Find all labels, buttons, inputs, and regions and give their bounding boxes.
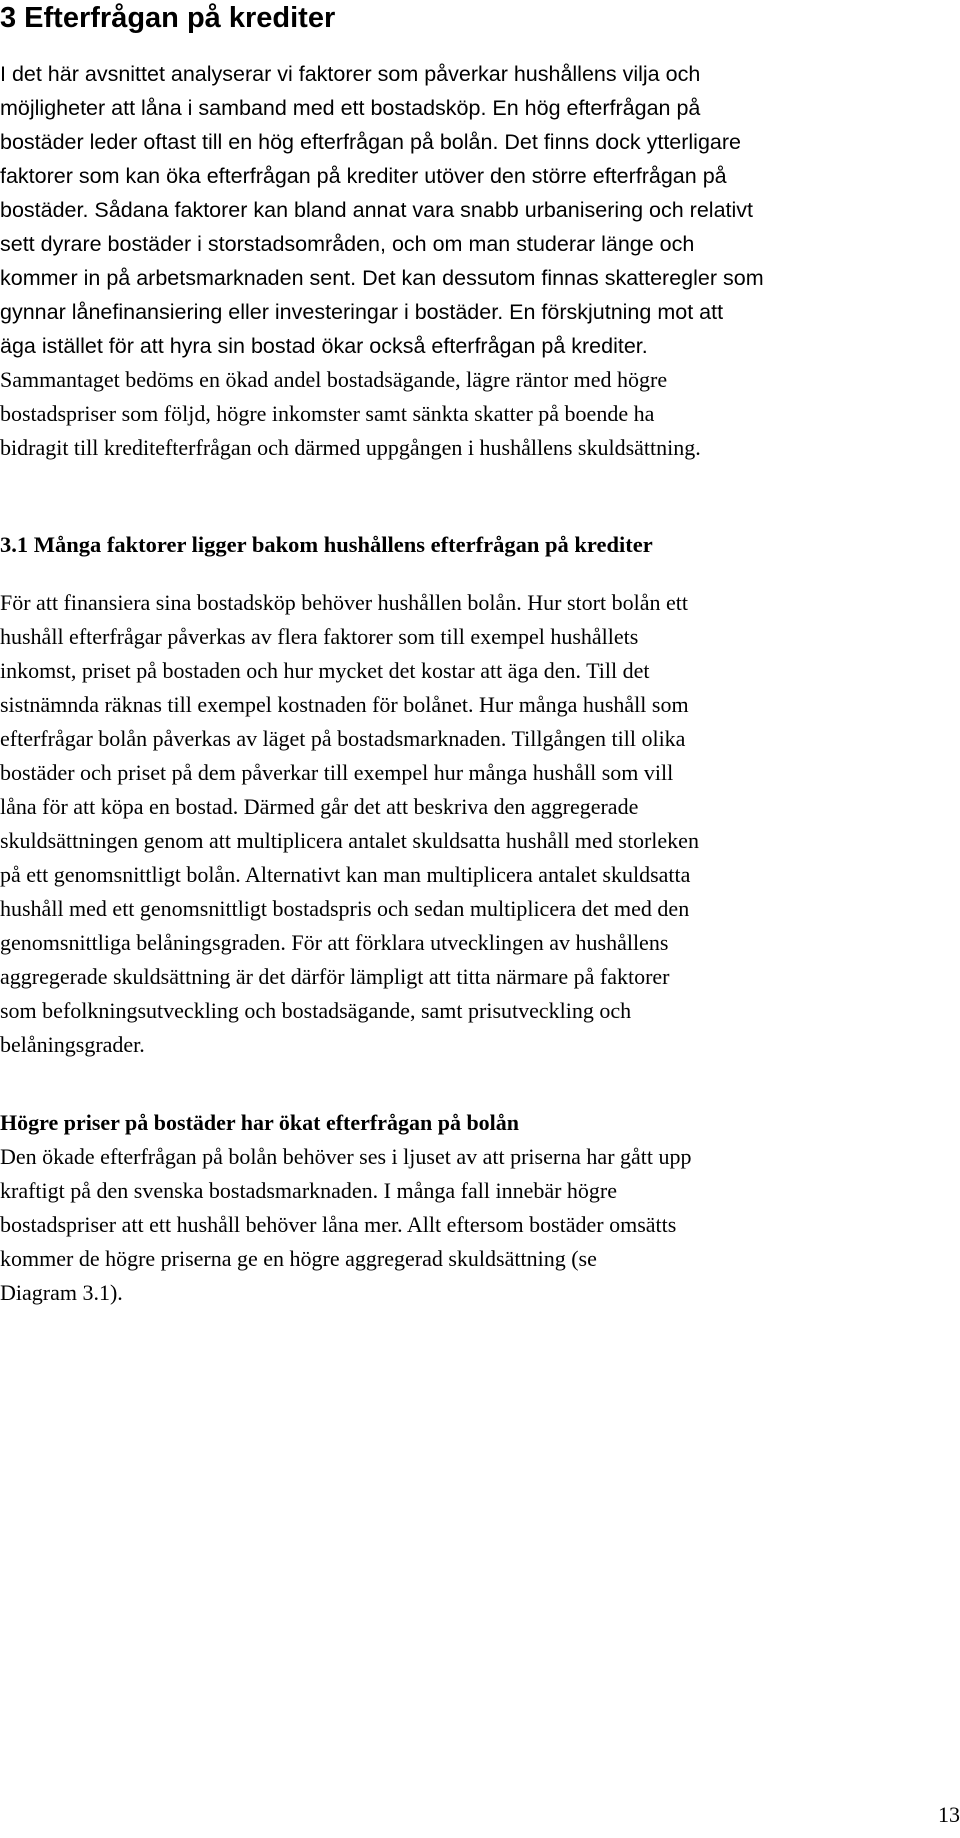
intro-summary-paragraph: Sammantaget bedöms en ökad andel bostadsägande, lägre räntor med högre bostadspriser som följd, högre inkomster samt sänkta skatter på boende ha bidragit till kreditefterfrågan och därmed uppgången i hushållens skuldsättning.: [0, 367, 701, 460]
intro-paragraph: I det här avsnittet analyserar vi faktorer som påverkar hushållens vilja och möjligheter att låna i samband med ett bostadsköp. En hög efterfrågan på bostäder leder oftast till en hög efterfrågan på bolån. Det finns dock ytterligare faktorer som kan öka efterfrågan på krediter utöver den större efterfrågan på bostäder. Sådana faktorer kan bland annat vara snabb urbanisering och relativt sett dyrare bostäder i storstadsområden, och om man studerar länge och kommer in på arbetsmarknaden sent. Det kan dessutom finnas skatteregler som gynnar lånefinansiering eller investeringar i bostäder. En förskjutning mot att äga istället för att hyra sin bostad ökar också efterfrågan på krediter.: [0, 62, 764, 358]
subsection-heading: Högre priser på bostäder har ökat efterfrågan på bolån: [0, 1110, 520, 1135]
section-title: 3.1 Många faktorer ligger bakom hushållens efterfrågan på krediter: [0, 532, 653, 557]
chapter-title: 3 Efterfrågan på krediter: [0, 2, 336, 34]
subsection-paragraph: Den ökade efterfrågan på bolån behöver ses i ljuset av att priserna har gått upp kraftigt på den svenska bostadsmarknaden. I många fall innebär högre bostadspriser att ett hushåll behöver låna mer. Allt eftersom bostäder omsätts kommer de högre priserna ge en högre aggregerad skuldsättning (se Diagram 3.1).: [0, 1144, 692, 1305]
page-number: 13: [938, 1802, 960, 1827]
section-paragraph: För att finansiera sina bostadsköp behöver hushållen bolån. Hur stort bolån ett hushåll efterfrågar påverkas av flera faktorer som till exempel hushållets inkomst, priset på bostaden och hur mycket det kostar att äga den. Till det sistnämnda räknas till exempel kostnaden för bolånet. Hur många hushåll som efterfrågar bolån påverkas av läget på bostadsmarknaden. Tillgången till olika bostäder och priset på dem påverkar till exempel hur många hushåll som vill låna för att köpa en bostad. Därmed går det att beskriva den aggregerade skuldsättningen genom att multiplicera antalet skuldsatta hushåll med storleken på ett genomsnittligt bolån. Alternativt kan man multiplicera antalet skuldsatta hushåll med ett genomsnittligt bostadspris och sedan multiplicera det med den genomsnittliga belåningsgraden. För att förklara utvecklingen av hushållens aggregerade skuldsättning är det därför lämpligt att titta närmare på faktorer som befolkningsutveckling och bostadsägande, samt prisutveckling och belåningsgrader.: [0, 590, 699, 1057]
